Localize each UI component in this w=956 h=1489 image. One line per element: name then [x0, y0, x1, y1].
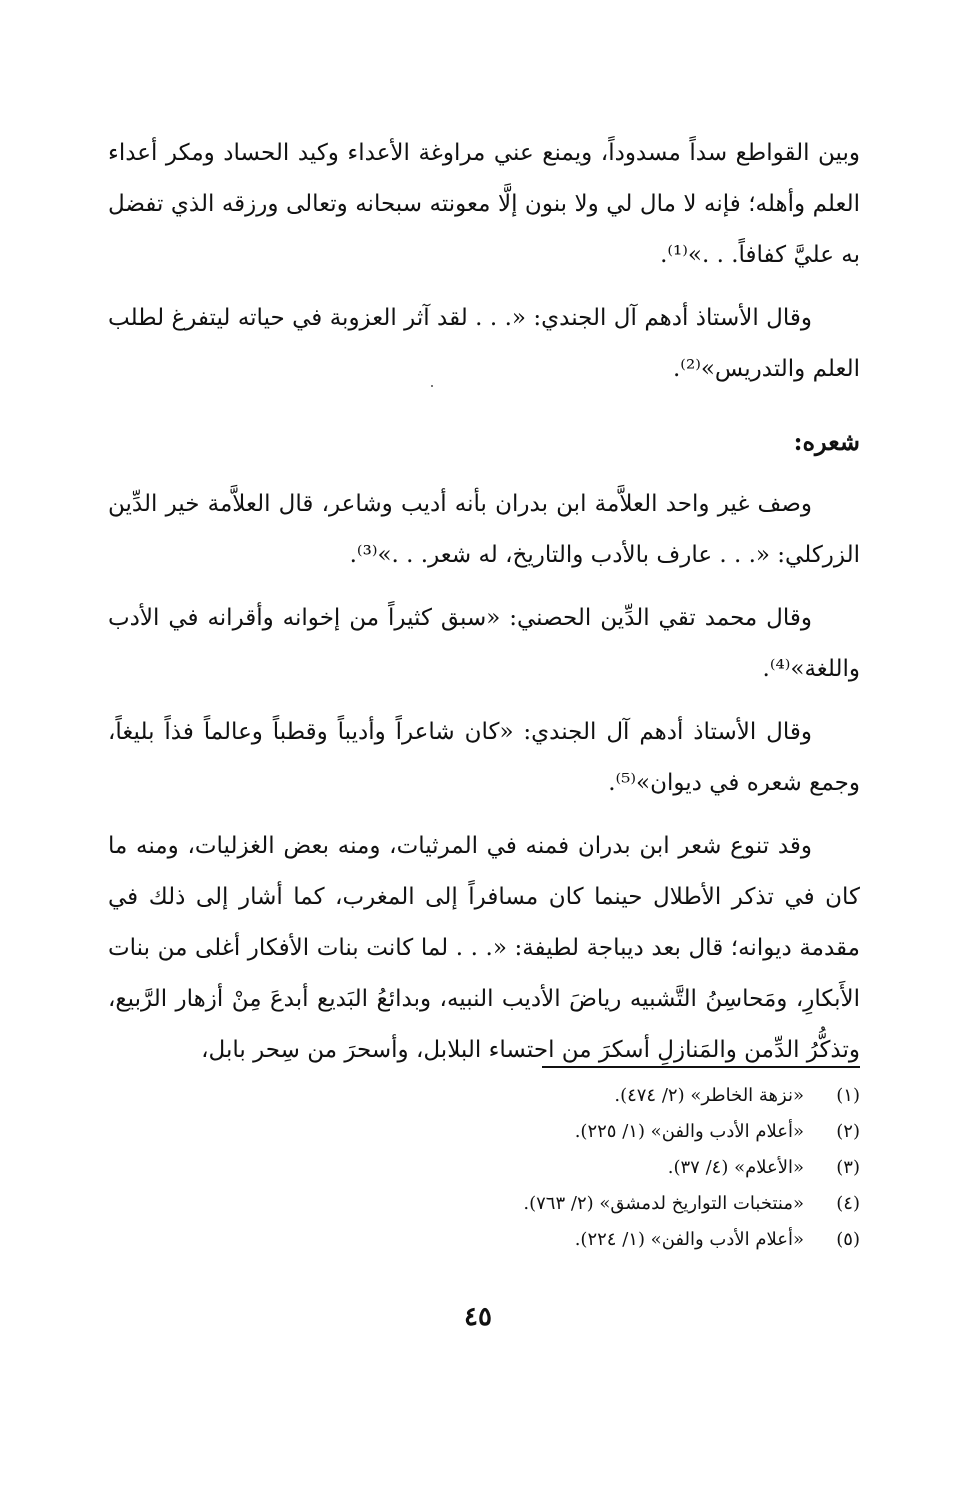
main-text — [108, 128, 860, 1076]
footnotes — [260, 1078, 860, 1258]
footnote-item — [260, 1222, 860, 1258]
section-heading-poetry: شعره: — [793, 427, 860, 456]
paragraph-poetry-types: وقد تنوع شعر ابن بدران فمنه في المرثيات، ومنه بعض الغزليات، ومنه ما كان في تذكر الأطلال حينما كان مسافراً إلى المغرب، كما أشار إلى ذلك في مقدمة ديوانه؛ قال بعد ديباجة لطيفة: «. . . لما كانت بنات الأفكار أغلى من بنات الأَبكارِ، ومَحاسِنُ التَّشبيه رياضَ الأديب النبيه، وبدائعُ البَديع أبدعَ مِنْ أزهار الرَّبيع، وتذكُّرُ الدِّمن والمَنازلِ أسكرَ من احتساء البلابل، وأسحرَ من سِحر بابل، — [108, 833, 860, 1063]
footnote-number: (٣) — [836, 1157, 860, 1178]
footnote-item — [260, 1186, 860, 1222]
footnote-text: «نزهة الخاطر» (٢/ ٤٧٤). — [614, 1085, 804, 1106]
paragraph-adham-quote-2: وقال الأستاذ أدهم آل الجندي: «كان شاعراً وأديباً وقطباً وعالماً فذاً بليغاً، وجمع شعره في ديوان»⁽⁵⁾. — [108, 719, 860, 796]
footnote-text: «الأعلام» (٤/ ٣٧). — [667, 1157, 804, 1178]
print-speck — [431, 385, 433, 387]
footnote-number: (١) — [836, 1085, 860, 1106]
footnote-item — [260, 1078, 860, 1114]
footnote-number: (٢) — [836, 1121, 860, 1142]
footnote-item — [260, 1150, 860, 1186]
footnote-item — [260, 1114, 860, 1150]
footnote-text: «أعلام الأدب والفن» (١/ ٢٢٤). — [574, 1229, 804, 1250]
paragraph-adham-quote-1: وقال الأستاذ أدهم آل الجندي: «. . . لقد آثر العزوبة في حياته ليتفرغ لطلب العلم والتدريس»⁽²⁾. — [108, 305, 860, 382]
footnote-text: «منتخبات التواريخ لدمشق» (٢/ ٧٦٣). — [523, 1193, 804, 1214]
footnote-text: «أعلام الأدب والفن» (١/ ٢٢٥). — [574, 1121, 804, 1142]
paragraph-continuation: وبين القواطع سداً مسدوداً، ويمنع عني مراوغة الأعداء وكيد الحساد ومكر أعداء العلم وأهله؛ فإنه لا مال لي ولا بنون إلَّا معونته سبحانه وتعالى ورزقه الذي تفضل به عليَّ كفافاً. . .»⁽¹⁾. — [108, 140, 860, 268]
footnote-number: (٥) — [836, 1229, 860, 1250]
footnote-number: (٤) — [836, 1193, 860, 1214]
page-number: ٤٥ — [464, 1302, 492, 1332]
footnote-separator — [542, 1066, 860, 1068]
paragraph-zirikli: وصف غير واحد العلاَّمة ابن بدران بأنه أديب وشاعر، قال العلاَّمة خير الدِّين الزركلي: «. . . عارف بالأدب والتاريخ، له شعر. . .»⁽³⁾. — [108, 491, 860, 568]
paragraph-husni: وقال محمد تقي الدِّين الحصني: «سبق كثيراً من إخوانه وأقرانه في الأدب واللغة»⁽⁴⁾. — [108, 605, 860, 682]
